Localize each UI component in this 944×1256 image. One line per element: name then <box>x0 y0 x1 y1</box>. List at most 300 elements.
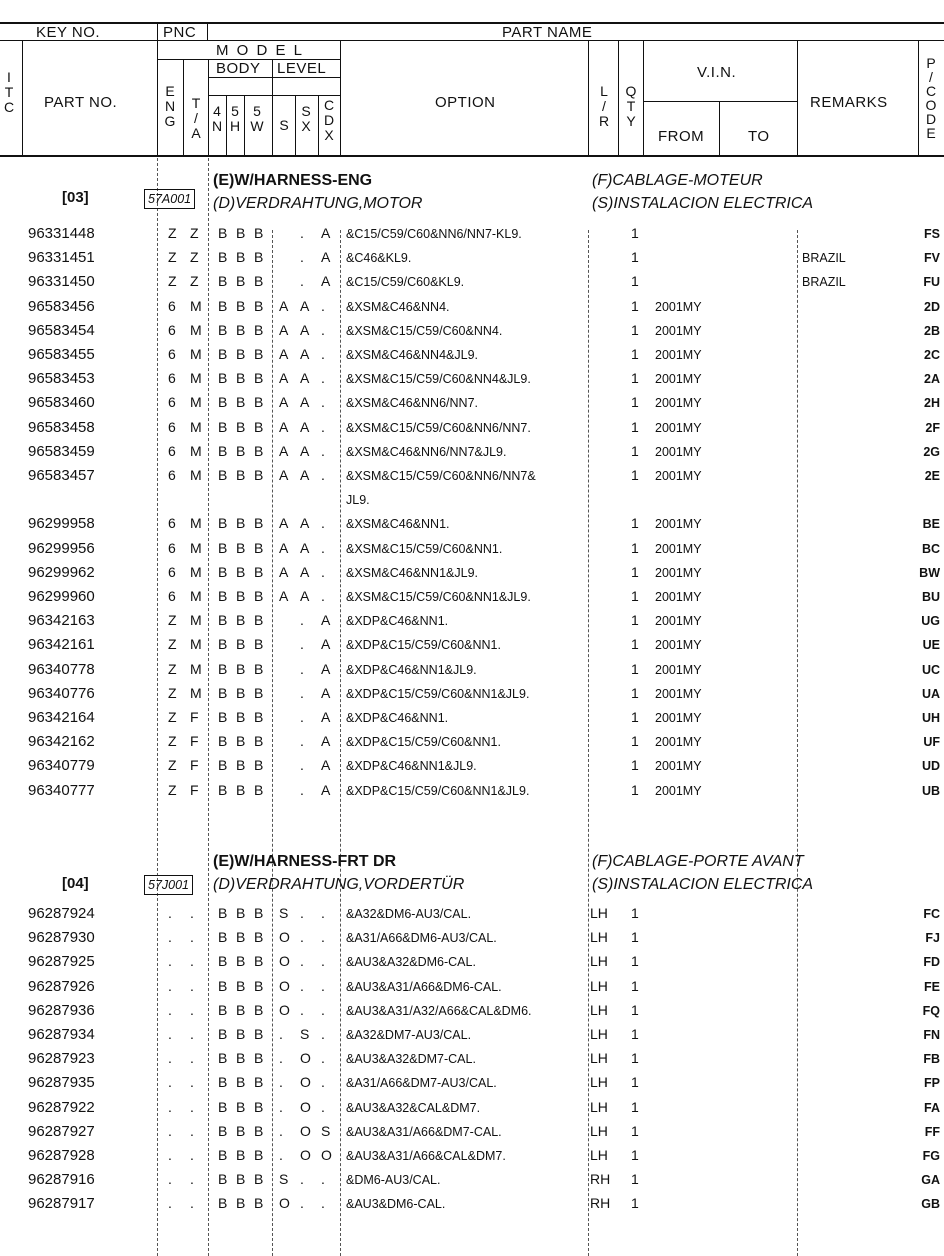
header-divider <box>295 95 296 156</box>
body-5h-mark: B <box>236 273 246 290</box>
section-name-s: (S)INSTALACION ELECTRICA <box>592 876 814 893</box>
body-5h-mark: B <box>236 636 246 653</box>
transaxle-code: M <box>190 418 202 435</box>
part-number: 96340776 <box>28 684 95 702</box>
quantity: 1 <box>631 467 639 483</box>
header-divider <box>918 40 919 156</box>
part-number: 96287922 <box>28 1098 95 1116</box>
body-4n-mark: B <box>218 370 228 387</box>
body-level-subrule <box>208 77 340 78</box>
lr-side: LH <box>590 929 608 946</box>
engine-code: . <box>168 1122 172 1139</box>
lr-side: LH <box>590 1074 608 1091</box>
body-5h-mark: B <box>236 370 246 387</box>
body-4n-mark: B <box>218 757 228 774</box>
level-s-mark: . <box>279 1026 283 1042</box>
body-5h-mark: B <box>236 1074 246 1091</box>
table-row <box>0 391 944 415</box>
part-number: 96583456 <box>28 297 95 315</box>
header-divider <box>22 40 23 156</box>
part-number: 96287923 <box>28 1050 95 1068</box>
option-code: &XSM&C15/C59/C60&NN6/NN7& <box>346 469 536 483</box>
body-4n-mark: B <box>218 225 228 241</box>
table-row <box>0 902 944 926</box>
quantity: 1 <box>631 1098 639 1115</box>
header-divider <box>588 40 589 156</box>
body-4n-mark: B <box>218 953 228 970</box>
option-code: &XSM&C15/C59/C60&NN1&JL9. <box>346 590 531 604</box>
transaxle-code: M <box>190 636 202 653</box>
body-4n-mark: B <box>218 1001 228 1018</box>
header-itc: I T C <box>3 69 15 115</box>
body-5w-mark: B <box>254 370 264 387</box>
pcode: UC <box>921 662 940 677</box>
body-5h-mark: B <box>236 953 246 970</box>
body-5w-mark: B <box>254 612 264 629</box>
header-level-cdx: C D X <box>323 97 335 143</box>
header-bottom-rule <box>0 155 944 157</box>
option-code: &AU3&A32&DM6-CAL. <box>346 955 476 970</box>
level-sx-mark: . <box>300 781 304 798</box>
part-number: 96287926 <box>28 977 95 995</box>
level-sx-mark: A <box>300 539 310 556</box>
pcode: 2D <box>924 299 940 314</box>
pcode: UG <box>921 614 940 629</box>
body-5h-mark: B <box>236 929 246 946</box>
transaxle-code: Z <box>190 249 199 266</box>
body-5h-mark: B <box>236 1001 246 1018</box>
transaxle-code: M <box>190 660 202 677</box>
vin-from: 2001MY <box>655 759 702 774</box>
table-row <box>0 1071 944 1095</box>
engine-code: 6 <box>168 539 176 556</box>
body-5w-mark: B <box>254 225 264 241</box>
pcode: 2C <box>924 348 940 362</box>
body-5h-mark: B <box>236 346 246 362</box>
level-s-mark: S <box>279 1171 289 1188</box>
transaxle-code: M <box>190 442 202 459</box>
part-number: 96342161 <box>28 636 95 654</box>
body-4n-mark: B <box>218 781 228 798</box>
quantity: 1 <box>631 781 639 798</box>
header-body-4n: 4 N <box>211 103 223 134</box>
header-vin: V.I.N. <box>697 64 737 81</box>
header-level-sx: S X <box>301 103 311 134</box>
option-code: &XDP&C46&NN1. <box>346 614 449 629</box>
body-5h-mark: B <box>236 588 246 604</box>
body-5w-mark: B <box>254 442 264 459</box>
level-sx-mark: A <box>300 467 310 483</box>
vin-from: 2001MY <box>655 420 702 435</box>
pcode: FN <box>923 1028 940 1042</box>
section-name-s: (S)INSTALACION ELECTRICA <box>592 195 814 212</box>
level-sx-mark: O <box>300 1098 311 1115</box>
table-row <box>0 950 944 974</box>
quantity: 1 <box>631 709 639 725</box>
body-5h-mark: B <box>236 1122 246 1139</box>
transaxle-code: M <box>190 370 202 387</box>
table-row <box>0 464 944 488</box>
level-sx-mark: . <box>300 249 304 266</box>
body-5w-mark: B <box>254 467 264 483</box>
part-number: 96287930 <box>28 929 95 947</box>
part-number: 96583454 <box>28 321 95 339</box>
engine-code: Z <box>168 757 177 774</box>
body-5h-mark: B <box>236 467 246 483</box>
table-row <box>0 537 944 561</box>
transaxle-code: M <box>190 588 202 604</box>
level-s-mark: . <box>279 1074 283 1091</box>
header-divider <box>157 22 158 156</box>
part-number: 96299962 <box>28 563 95 581</box>
level-cdx-mark: A <box>321 225 331 241</box>
table-row <box>0 658 944 682</box>
vin-from: 2001MY <box>655 348 702 362</box>
level-sx-mark: A <box>300 588 310 604</box>
section-name-f: (F)CABLAGE-PORTE AVANT <box>592 853 804 870</box>
transaxle-code: . <box>190 1001 194 1018</box>
part-number: 96340777 <box>28 781 95 799</box>
pcode: FF <box>924 1124 940 1139</box>
quantity: 1 <box>631 225 639 241</box>
pcode: GB <box>921 1197 940 1212</box>
body-5w-mark: B <box>254 660 264 677</box>
quantity: 1 <box>631 394 639 411</box>
body-5h-mark: B <box>236 1050 246 1067</box>
body-5w-mark: B <box>254 953 264 970</box>
pcode: FB <box>923 1052 940 1067</box>
body-5w-mark: B <box>254 905 264 921</box>
level-cdx-mark: A <box>321 733 331 750</box>
quantity: 1 <box>631 757 639 774</box>
option-code: &A32&DM7-AU3/CAL. <box>346 1028 472 1042</box>
pcode: UB <box>921 783 940 798</box>
header-eng: E N G <box>164 83 176 129</box>
body-5w-mark: B <box>254 346 264 362</box>
vin-from: 2001MY <box>655 469 702 483</box>
body-5h-mark: B <box>236 709 246 725</box>
table-row <box>0 1023 944 1047</box>
level-cdx-mark: . <box>321 370 325 387</box>
vin-from: 2001MY <box>655 783 702 798</box>
level-cdx-mark: A <box>321 273 331 290</box>
option-code: &XDP&C15/C59/C60&NN1&JL9. <box>346 686 530 701</box>
table-row <box>0 1144 944 1168</box>
header-model: M O D E L <box>216 42 305 59</box>
header-divider <box>272 59 273 156</box>
quantity: 1 <box>631 418 639 435</box>
body-5w-mark: B <box>254 588 264 604</box>
part-number: 96287924 <box>28 905 95 922</box>
lr-side: RH <box>590 1195 611 1212</box>
level-cdx-mark: S <box>321 1122 331 1139</box>
quantity: 1 <box>631 515 639 532</box>
level-sx-mark: . <box>300 757 304 774</box>
table-row <box>0 1047 944 1071</box>
vin-from: 2001MY <box>655 444 702 459</box>
table-row <box>0 295 944 319</box>
vin-from: 2001MY <box>655 541 702 556</box>
pcode: FQ <box>922 1003 940 1018</box>
transaxle-code: . <box>190 1074 194 1091</box>
table-row <box>0 682 944 706</box>
level-cdx-mark: . <box>321 588 325 604</box>
table-row <box>0 633 944 657</box>
body-5h-mark: B <box>236 757 246 774</box>
section-key-no: [03] <box>62 189 89 206</box>
option-code: &XSM&C46&NN4&JL9. <box>346 348 479 362</box>
pcode: GA <box>921 1173 940 1188</box>
level-cdx-mark: . <box>321 953 325 970</box>
section-name-d: (D)VERDRAHTUNG,VORDERTÜR <box>213 876 465 893</box>
option-code: &XSM&C46&NN4. <box>346 299 450 314</box>
level-s-mark: O <box>279 1001 290 1018</box>
option-code: &A31/A66&DM7-AU3/CAL. <box>346 1076 497 1091</box>
part-number: 96299956 <box>28 539 95 557</box>
lr-side: LH <box>590 1147 608 1163</box>
engine-code: 6 <box>168 321 176 338</box>
level-sx-mark: . <box>300 929 304 946</box>
body-4n-mark: B <box>218 297 228 314</box>
body-4n-mark: B <box>218 321 228 338</box>
body-4n-mark: B <box>218 709 228 725</box>
quantity: 1 <box>631 660 639 677</box>
engine-code: . <box>168 1026 172 1042</box>
option-code: &AU3&A31/A32/A66&CAL&DM6. <box>346 1003 532 1018</box>
level-cdx-mark: A <box>321 709 331 725</box>
body-5w-mark: B <box>254 539 264 556</box>
body-5h-mark: B <box>236 225 246 241</box>
transaxle-code: . <box>190 1171 194 1188</box>
engine-code: Z <box>168 273 177 290</box>
level-cdx-mark: A <box>321 757 331 774</box>
option-code: &A31/A66&DM6-AU3/CAL. <box>346 931 497 946</box>
section-pnc-box: 57A001 <box>144 189 195 209</box>
level-s-mark: . <box>279 1050 283 1067</box>
transaxle-code: . <box>190 929 194 946</box>
header-divider <box>719 101 720 156</box>
lr-side: LH <box>590 1001 608 1018</box>
pcode: UF <box>923 735 940 750</box>
level-cdx-mark: A <box>321 660 331 677</box>
level-sx-mark: O <box>300 1147 311 1163</box>
header-divider <box>797 40 798 156</box>
part-number: 96331451 <box>28 249 95 267</box>
option-code: &XDP&C15/C59/C60&NN1. <box>346 638 501 653</box>
engine-code: . <box>168 977 172 994</box>
header-divider <box>244 95 245 156</box>
body-4n-mark: B <box>218 905 228 921</box>
body-5w-mark: B <box>254 394 264 411</box>
table-row <box>0 343 944 367</box>
section-name-f: (F)CABLAGE-MOTEUR <box>592 172 763 189</box>
engine-code: 6 <box>168 297 176 314</box>
level-s-mark: . <box>279 1122 283 1139</box>
body-5w-mark: B <box>254 757 264 774</box>
option-code: &XSM&C15/C59/C60&NN4. <box>346 323 503 338</box>
body-5w-mark: B <box>254 1001 264 1018</box>
level-cdx-mark: A <box>321 612 331 629</box>
engine-code: Z <box>168 709 177 725</box>
level-cdx-mark: . <box>321 563 325 580</box>
body-4n-mark: B <box>218 1026 228 1042</box>
header-pcode: P / C O D E <box>925 55 937 141</box>
transaxle-code: F <box>190 709 199 725</box>
vin-from: 2001MY <box>655 372 702 387</box>
transaxle-code: . <box>190 1147 194 1163</box>
vin-from: 2001MY <box>655 711 702 725</box>
level-cdx-mark: . <box>321 929 325 946</box>
level-cdx-mark: . <box>321 1050 325 1067</box>
part-number: 96342164 <box>28 709 95 726</box>
option-code: &AU3&A31/A66&DM7-CAL. <box>346 1124 502 1139</box>
option-code: &XSM&C15/C59/C60&NN4&JL9. <box>346 372 531 387</box>
level-sx-mark: . <box>300 1195 304 1212</box>
body-4n-mark: B <box>218 977 228 994</box>
header-level-s: S <box>279 117 289 133</box>
level-cdx-mark: . <box>321 515 325 532</box>
pcode: 2G <box>923 444 940 459</box>
transaxle-code: Z <box>190 225 199 241</box>
level-s-mark: A <box>279 563 289 580</box>
header-subrule <box>0 40 944 41</box>
body-4n-mark: B <box>218 442 228 459</box>
table-row <box>0 706 944 730</box>
quantity: 1 <box>631 1147 639 1163</box>
body-5w-mark: B <box>254 1195 264 1212</box>
transaxle-code: M <box>190 394 202 411</box>
part-number: 96583455 <box>28 346 95 363</box>
body-4n-mark: B <box>218 733 228 750</box>
option-code: &AU3&A31/A66&DM6-CAL. <box>346 979 502 994</box>
option-code: &XDP&C15/C59/C60&NN1. <box>346 735 501 750</box>
level-s-mark: S <box>279 905 289 921</box>
level-s-mark: A <box>279 539 289 556</box>
vin-subrule <box>643 101 797 102</box>
body-4n-mark: B <box>218 249 228 266</box>
part-number: 96287917 <box>28 1195 95 1213</box>
option-code: &DM6-AU3/CAL. <box>346 1173 441 1188</box>
engine-code: . <box>168 1098 172 1115</box>
vin-from: 2001MY <box>655 614 702 629</box>
body-5h-mark: B <box>236 905 246 921</box>
body-5h-mark: B <box>236 781 246 798</box>
option-code: &XSM&C46&NN6/NN7&JL9. <box>346 444 507 459</box>
transaxle-code: . <box>190 953 194 970</box>
part-number: 96287928 <box>28 1147 95 1164</box>
level-subrule <box>208 95 340 96</box>
level-cdx-mark: . <box>321 1074 325 1091</box>
body-5h-mark: B <box>236 321 246 338</box>
quantity: 1 <box>631 370 639 387</box>
lr-side: RH <box>590 1171 611 1188</box>
quantity: 1 <box>631 1195 639 1212</box>
body-5w-mark: B <box>254 273 264 290</box>
header-key-no: KEY NO. <box>36 24 101 41</box>
option-code: &AU3&A31/A66&CAL&DM7. <box>346 1149 506 1163</box>
transaxle-code: M <box>190 612 202 629</box>
body-5h-mark: B <box>236 249 246 266</box>
level-sx-mark: . <box>300 1001 304 1018</box>
transaxle-code: . <box>190 1050 194 1067</box>
pcode: 2E <box>924 469 940 483</box>
vin-from: 2001MY <box>655 735 702 750</box>
header-ta: T / A <box>191 95 201 141</box>
body-4n-mark: B <box>218 929 228 946</box>
quantity: 1 <box>631 953 639 970</box>
level-sx-mark: . <box>300 977 304 994</box>
table-row <box>0 609 944 633</box>
transaxle-code: M <box>190 539 202 556</box>
body-4n-mark: B <box>218 515 228 532</box>
body-5w-mark: B <box>254 321 264 338</box>
pcode: FU <box>923 275 940 290</box>
body-4n-mark: B <box>218 1195 228 1212</box>
lr-side: LH <box>590 1122 608 1139</box>
level-cdx-mark: O <box>321 1147 332 1163</box>
body-5h-mark: B <box>236 612 246 629</box>
transaxle-code: M <box>190 297 202 314</box>
engine-code: 6 <box>168 563 176 580</box>
quantity: 1 <box>631 905 639 921</box>
table-row <box>0 416 944 440</box>
level-cdx-mark: . <box>321 977 325 994</box>
level-cdx-mark: . <box>321 1026 325 1042</box>
body-5w-mark: B <box>254 684 264 701</box>
lr-side: LH <box>590 1026 608 1042</box>
option-code: &XDP&C46&NN1&JL9. <box>346 759 477 774</box>
header-to: TO <box>748 128 770 145</box>
level-cdx-mark: . <box>321 442 325 459</box>
transaxle-code: M <box>190 346 202 362</box>
table-row <box>0 926 944 950</box>
pcode: 2F <box>925 420 940 435</box>
body-4n-mark: B <box>218 1171 228 1188</box>
level-sx-mark: . <box>300 905 304 921</box>
header-divider <box>318 95 319 156</box>
body-4n-mark: B <box>218 539 228 556</box>
transaxle-code: F <box>190 733 199 750</box>
pcode: FP <box>924 1076 940 1091</box>
engine-code: . <box>168 1074 172 1091</box>
level-cdx-mark: . <box>321 467 325 483</box>
body-4n-mark: B <box>218 1074 228 1091</box>
pcode: FS <box>924 227 940 241</box>
body-5w-mark: B <box>254 297 264 314</box>
quantity: 1 <box>631 563 639 580</box>
header-qty: Q T Y <box>625 83 637 129</box>
level-cdx-mark: A <box>321 781 331 798</box>
part-number: 96583459 <box>28 442 95 460</box>
body-4n-mark: B <box>218 346 228 362</box>
quantity: 1 <box>631 588 639 604</box>
body-4n-mark: B <box>218 660 228 677</box>
header-top-rule <box>0 22 944 24</box>
level-s-mark: O <box>279 929 290 946</box>
level-cdx-mark: . <box>321 418 325 435</box>
pcode: FA <box>924 1100 940 1115</box>
level-sx-mark: A <box>300 418 310 435</box>
body-5h-mark: B <box>236 660 246 677</box>
body-4n-mark: B <box>218 467 228 483</box>
transaxle-code: Z <box>190 273 199 290</box>
transaxle-code: M <box>190 684 202 701</box>
pcode: 2A <box>924 372 940 387</box>
body-5w-mark: B <box>254 249 264 266</box>
engine-code: Z <box>168 733 177 750</box>
option-code: &C46&KL9. <box>346 251 412 266</box>
body-5h-mark: B <box>236 1147 246 1163</box>
